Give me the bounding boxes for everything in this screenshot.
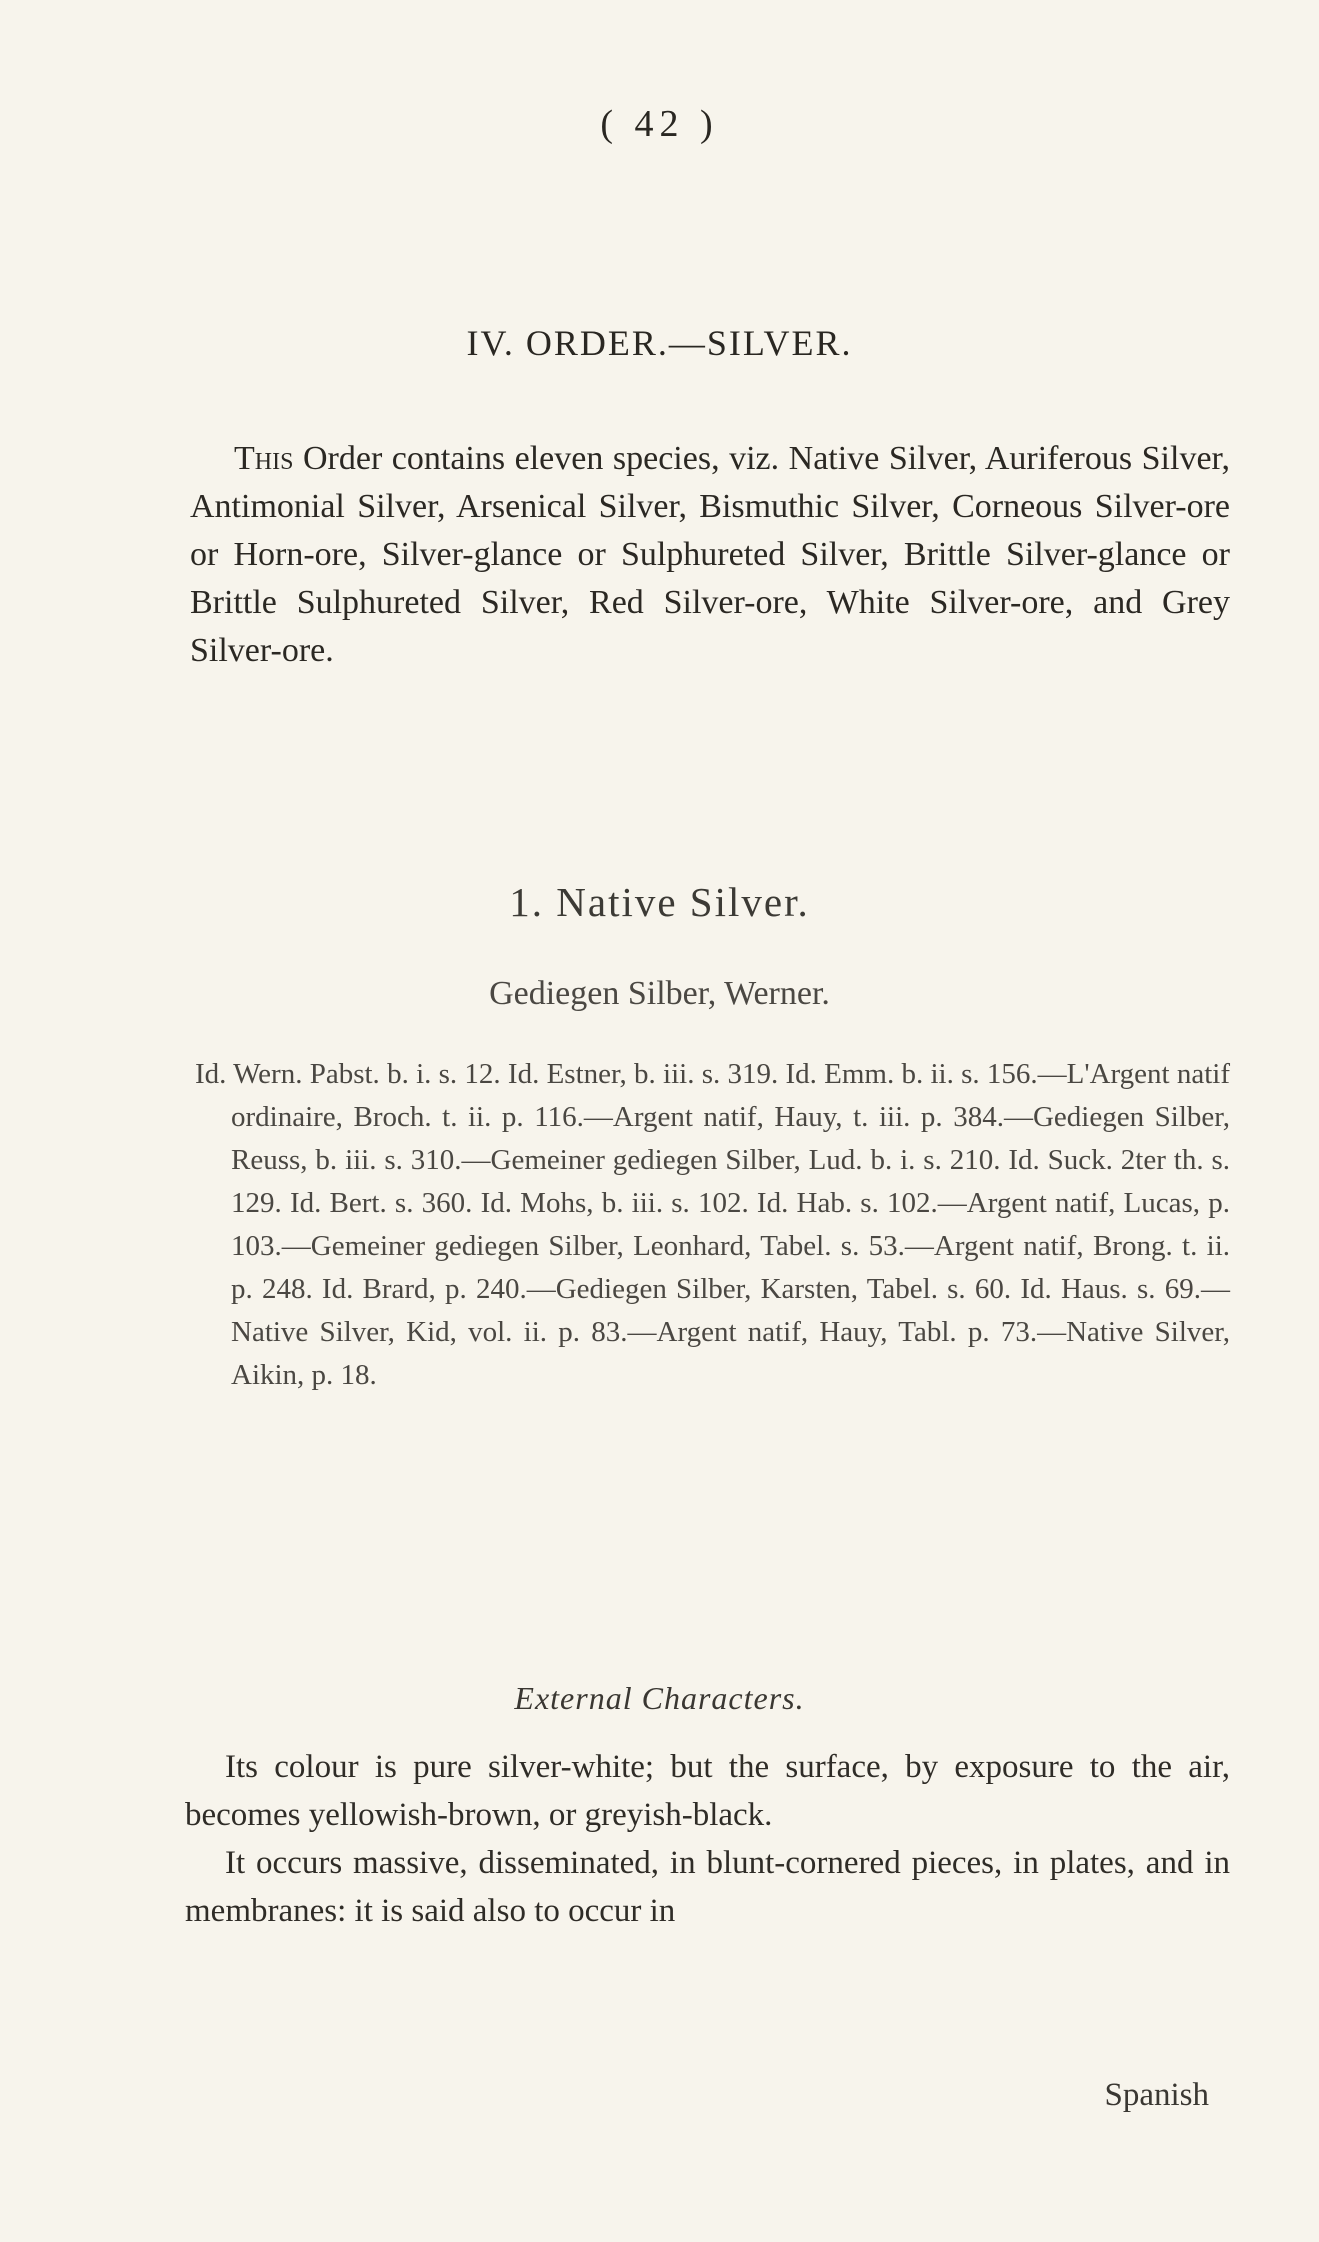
page-number: ( 42 ): [600, 103, 719, 145]
paragraph-colour: Its colour is pure silver-white; but the surface, by exposure to the air, becomes yellowish-brown, or greyish-black.: [185, 1749, 1230, 1833]
intro-first-word: This: [234, 440, 294, 477]
species-title: 1. Native Silver.: [509, 879, 810, 925]
paragraph-occurrence: It occurs massive, disseminated, in blunt-cornered pieces, in plates, and in membranes: it is said also to occur in: [185, 1845, 1230, 1929]
body-text: [185, 1743, 1230, 1935]
catchword: Spanish: [1104, 2077, 1209, 2113]
intro-paragraph: [190, 435, 1230, 675]
synonymy-text: Id. Wern. Pabst. b. i. s. 12. Id. Estner, b. iii. s. 319. Id. Emm. b. ii. s. 156.—L'Argent natif ordinaire, Broch. t. ii. p. 116.—Argent natif, Hauy, t. iii. p. 384.—Gediegen Silber, Reuss, b. iii. s. 310.—Gemeiner gediegen Silber, Lud. b. i. s. 210. Id. Suck. 2ter th. s. 129. Id. Bert. s. 360. Id. Mohs, b. iii. s. 102. Id. Hab. s. 102.—Argent natif, Lucas, p. 103.—Gemeiner gediegen Silber, Leonhard, Tabel. s. 53.—Argent natif, Brong. t. ii. p. 248. Id. Brard, p. 240.—Gediegen Silber, Karsten, Tabel. s. 60. Id. Haus. s. 69.—Native Silver, Kid, vol. ii. p. 83.—Argent natif, Hauy, Tabl. p. 73.—Native Silver, Aikin, p. 18.: [195, 1058, 1230, 1391]
intro-text: Order contains eleven species, viz. Native Silver, Auriferous Silver, Antimonial Silver, Arsenical Silver, Bismuthic Silver, Corneous Silver-ore or Horn-ore, Silver-glance or Sulphureted Silver, Brittle Silver-glance or Brittle Sulphureted Silver, Red Silver-ore, White Silver-ore, and Grey Silver-ore.: [190, 440, 1230, 669]
species-subtitle: Gediegen Silber, Werner.: [489, 975, 830, 1012]
synonymy-block: [195, 1053, 1230, 1397]
order-title: IV. ORDER.—SILVER.: [466, 323, 853, 363]
section-heading: External Characters.: [514, 1680, 805, 1716]
